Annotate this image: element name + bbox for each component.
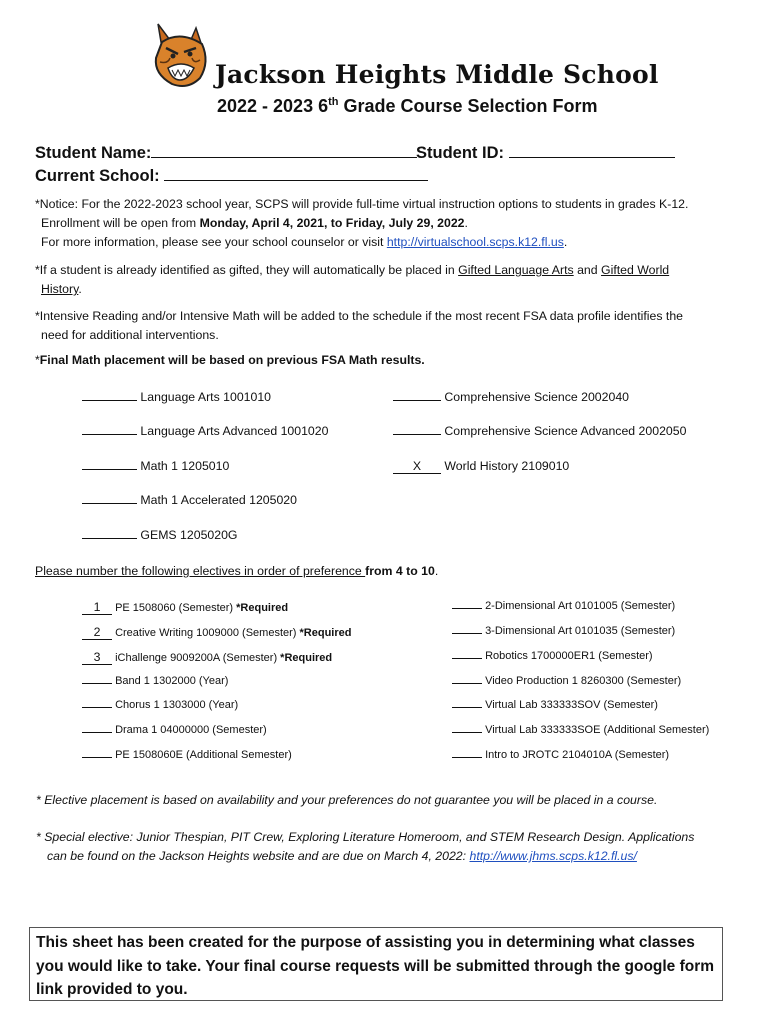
course-row[interactable]: Math 1 1205010 [82,459,229,473]
elective-row[interactable]: 3 iChallenge 9009200A (Semester) *Required [82,650,332,665]
notice-virtual: *Notice: For the 2022-2023 school year, SCPS will provide full-time virtual instruction options to students in grades K-12. Enrollment will be open from Monday, April 4, 2021, to Friday, July 29, 2022. For more information, please see your school counselor or visit http://virtualschool.scps.k12.fl.us. [35,197,689,249]
notice-intensive: *Intensive Reading and/or Intensive Math will be added to the schedule if the most recent FSA data profile identifies the need for additional interventions. [35,309,684,342]
disclaimer-text: This sheet has been created for the purpose of assisting you in determining what classes you would like to take. Your final course requests will be submitted through the google form link provided to you. [36,934,715,998]
footnote-special-elective: * Special elective: Junior Thespian, PIT Crew, Exploring Literature Homeroom, and STEM Research Design. Applications can be found on the Jackson Heights website and are due on March 4, 2022: http://www.jhms.scps.k12.fl.us/ [36,830,695,863]
student-name-field: Student Name: [35,143,417,163]
notice-math-placement: *Final Math placement will be based on previous FSA Math results. [35,353,425,367]
current-school-input[interactable] [164,166,428,181]
elective-row[interactable]: Chorus 1 1303000 (Year) [82,699,238,711]
elective-row[interactable]: Virtual Lab 333333SOE (Additional Semester) [452,724,709,736]
elective-row[interactable]: Virtual Lab 333333SOV (Semester) [452,699,658,711]
course-row[interactable]: GEMS 1205020G [82,528,238,542]
elective-row[interactable]: Video Production 1 8260300 (Semester) [452,675,681,687]
elective-row[interactable]: 1 PE 1508060 (Semester) *Required [82,600,288,615]
elective-row[interactable]: 3-Dimensional Art 0101035 (Semester) [452,625,675,637]
notice-gifted: *If a student is already identified as gifted, they will automatically be placed in Gifted Language Arts and Gifted World History. [35,263,670,296]
virtual-school-link[interactable]: http://virtualschool.scps.k12.fl.us [386,235,564,249]
elective-row[interactable]: PE 1508060E (Additional Semester) [82,749,292,761]
course-row[interactable]: Comprehensive Science Advanced 2002050 [393,424,686,438]
elective-row[interactable]: Band 1 1302000 (Year) [82,675,228,687]
student-name-input[interactable] [151,143,417,158]
elective-row[interactable]: Intro to JROTC 2104010A (Semester) [452,749,669,761]
form-title: 2022 - 2023 6th Grade Course Selection Form [217,96,598,116]
student-id-input[interactable] [509,143,675,158]
elective-row[interactable]: 2 Creative Writing 1009000 (Semester) *Required [82,625,351,640]
elective-row[interactable]: Drama 1 04000000 (Semester) [82,724,267,736]
school-name: Jackson Heights Middle School [215,60,659,89]
jhms-website-link[interactable]: http://www.jhms.scps.k12.fl.us/ [469,849,637,863]
electives-intro: Please number the following electives in order of preference from 4 to 10. [35,564,439,578]
course-row[interactable]: Language Arts 1001010 [82,390,271,404]
elective-row[interactable]: Robotics 1700000ER1 (Semester) [452,650,653,662]
course-row[interactable]: X World History 2109010 [393,459,569,474]
bobcat-mascot-icon [148,18,214,92]
student-id-field: Student ID: [416,143,675,163]
current-school-field: Current School: [35,166,428,186]
course-row[interactable]: Math 1 Accelerated 1205020 [82,493,297,507]
course-row[interactable]: Language Arts Advanced 1001020 [82,424,328,438]
course-row[interactable]: Comprehensive Science 2002040 [393,390,629,404]
elective-row[interactable]: 2-Dimensional Art 0101005 (Semester) [452,600,675,612]
footnote-elective-placement: * Elective placement is based on availability and your preferences do not guarantee you will be placed in a course. [36,793,658,807]
